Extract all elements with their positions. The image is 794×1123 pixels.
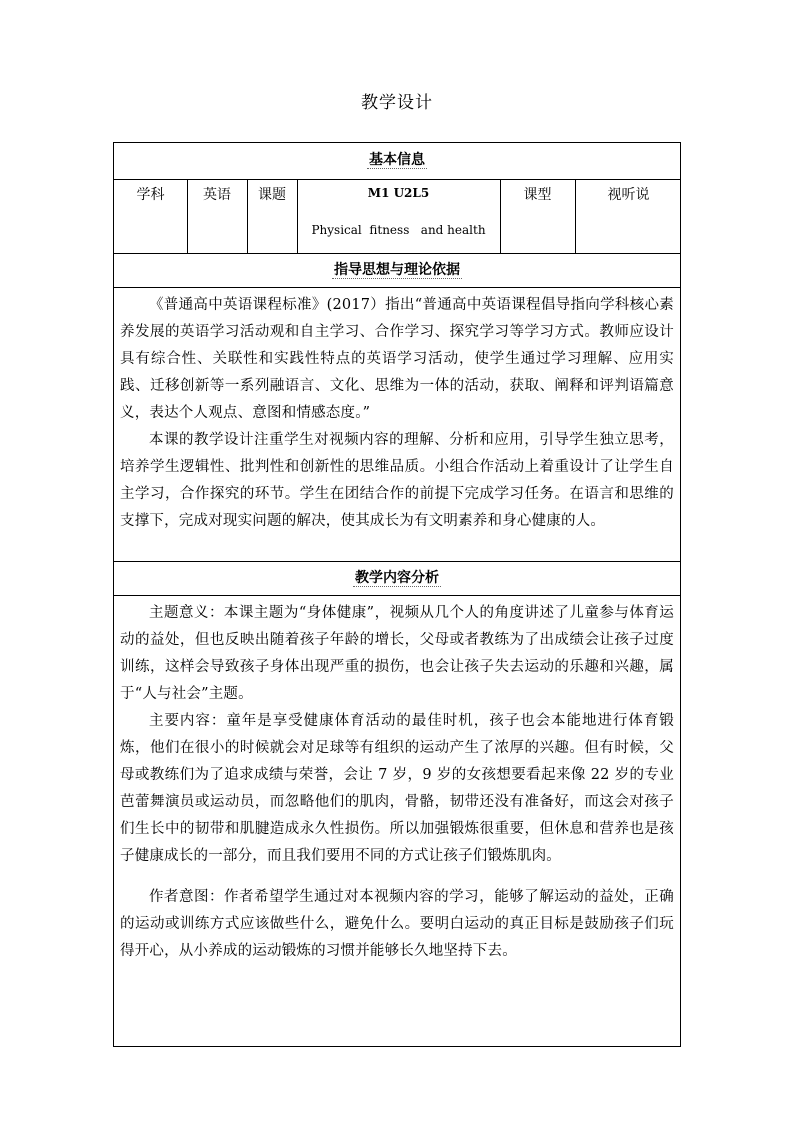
divider — [114, 287, 680, 288]
type-value: 视听说 — [607, 187, 650, 203]
guiding-theory-paragraph-1: 《普通高中英语课程标准》(2017）指出“普通高中英语课程倡导指向学科核心素养发展的英语学习活动观和自主学习、合作学习、探究学习等学习方式。教师应设计具有综合性、关联性和实践性特点的英语学习活动，使学生通过学习理解、应用实践、迁移创新等一系列融语言、文化、思维为一体的活动，获取、阐释和评判语篇意义，表达个人观点、意图和情感态度。” — [120, 297, 674, 421]
lesson-label: 课题 — [258, 187, 286, 203]
lesson-design-table — [113, 142, 681, 1047]
content-analysis-paragraph-1: 主题意义：本课主题为“身体健康”，视频从几个人的角度讲述了儿童参与体育运动的益处，但也反映出随着孩子年龄的增长，父母或者教练为了出成绩会让孩子过度训练，这样会导致孩子身体出现严重的损伤，也会让孩子失去运动的乐趣和兴趣，属于“人与社会”主题。 — [120, 605, 674, 702]
divider — [114, 179, 680, 180]
guiding-theory-paragraph-2: 本课的教学设计注重学生对视频内容的理解、分析和应用，引导学生独立思考，培养学生逻辑性、批判性和创新性的思维品质。小组合作活动上着重设计了让学生自主学习，合作探究的环节。学生在团结合作的前提下完成学习任务。在语言和思维的支撑下，完成对现实问题的解决，使其成长为有文明素养和身心健康的人。 — [120, 432, 674, 529]
content-analysis-paragraph-2: 主要内容：童年是享受健康体育活动的最佳时机，孩子也会本能地进行体育锻炼，他们在很小的时候就会对足球等有组织的运动产生了浓厚的兴趣。但有时候，父母或教练们为了追求成绩与荣誉，会让 7 岁，9 岁的女孩想要看起来像 22 岁的专业芭蕾舞演员或运动员，而忽略他们的肌肉，骨骼，韧带还没有准备好，而这会对孩子们生长中的韧带和肌腱造成永久性损伤。所以加强锻炼很重要，但休息和营养也是孩子健康成长的一部分，而且我们要用不同的方式让孩子们锻炼肌肉。 — [120, 713, 674, 864]
basic-info-heading: 基本信息 — [369, 152, 425, 168]
divider — [114, 595, 680, 596]
type-label: 课型 — [523, 187, 552, 203]
lesson-code: M1 U2L5 — [367, 186, 430, 200]
lesson-title: Physical fitness and health — [311, 223, 486, 237]
content-analysis-heading: 教学内容分析 — [355, 570, 439, 586]
subject-label: 学科 — [136, 187, 165, 203]
subject-value: 英语 — [203, 187, 231, 203]
guiding-theory-heading: 指导思想与理论依据 — [334, 262, 460, 278]
divider — [114, 253, 680, 254]
content-analysis-paragraph-3: 作者意图：作者希望学生通过对本视频内容的学习，能够了解运动的益处，正确的运动或训练方式应该做些什么，避免什么。要明白运动的真正目标是鼓励孩子们玩得开心，从小养成的运动锻炼的习惯并能够长久地坚持下去。 — [120, 889, 674, 959]
divider — [114, 561, 680, 562]
document-title: 教学设计 — [361, 93, 433, 113]
